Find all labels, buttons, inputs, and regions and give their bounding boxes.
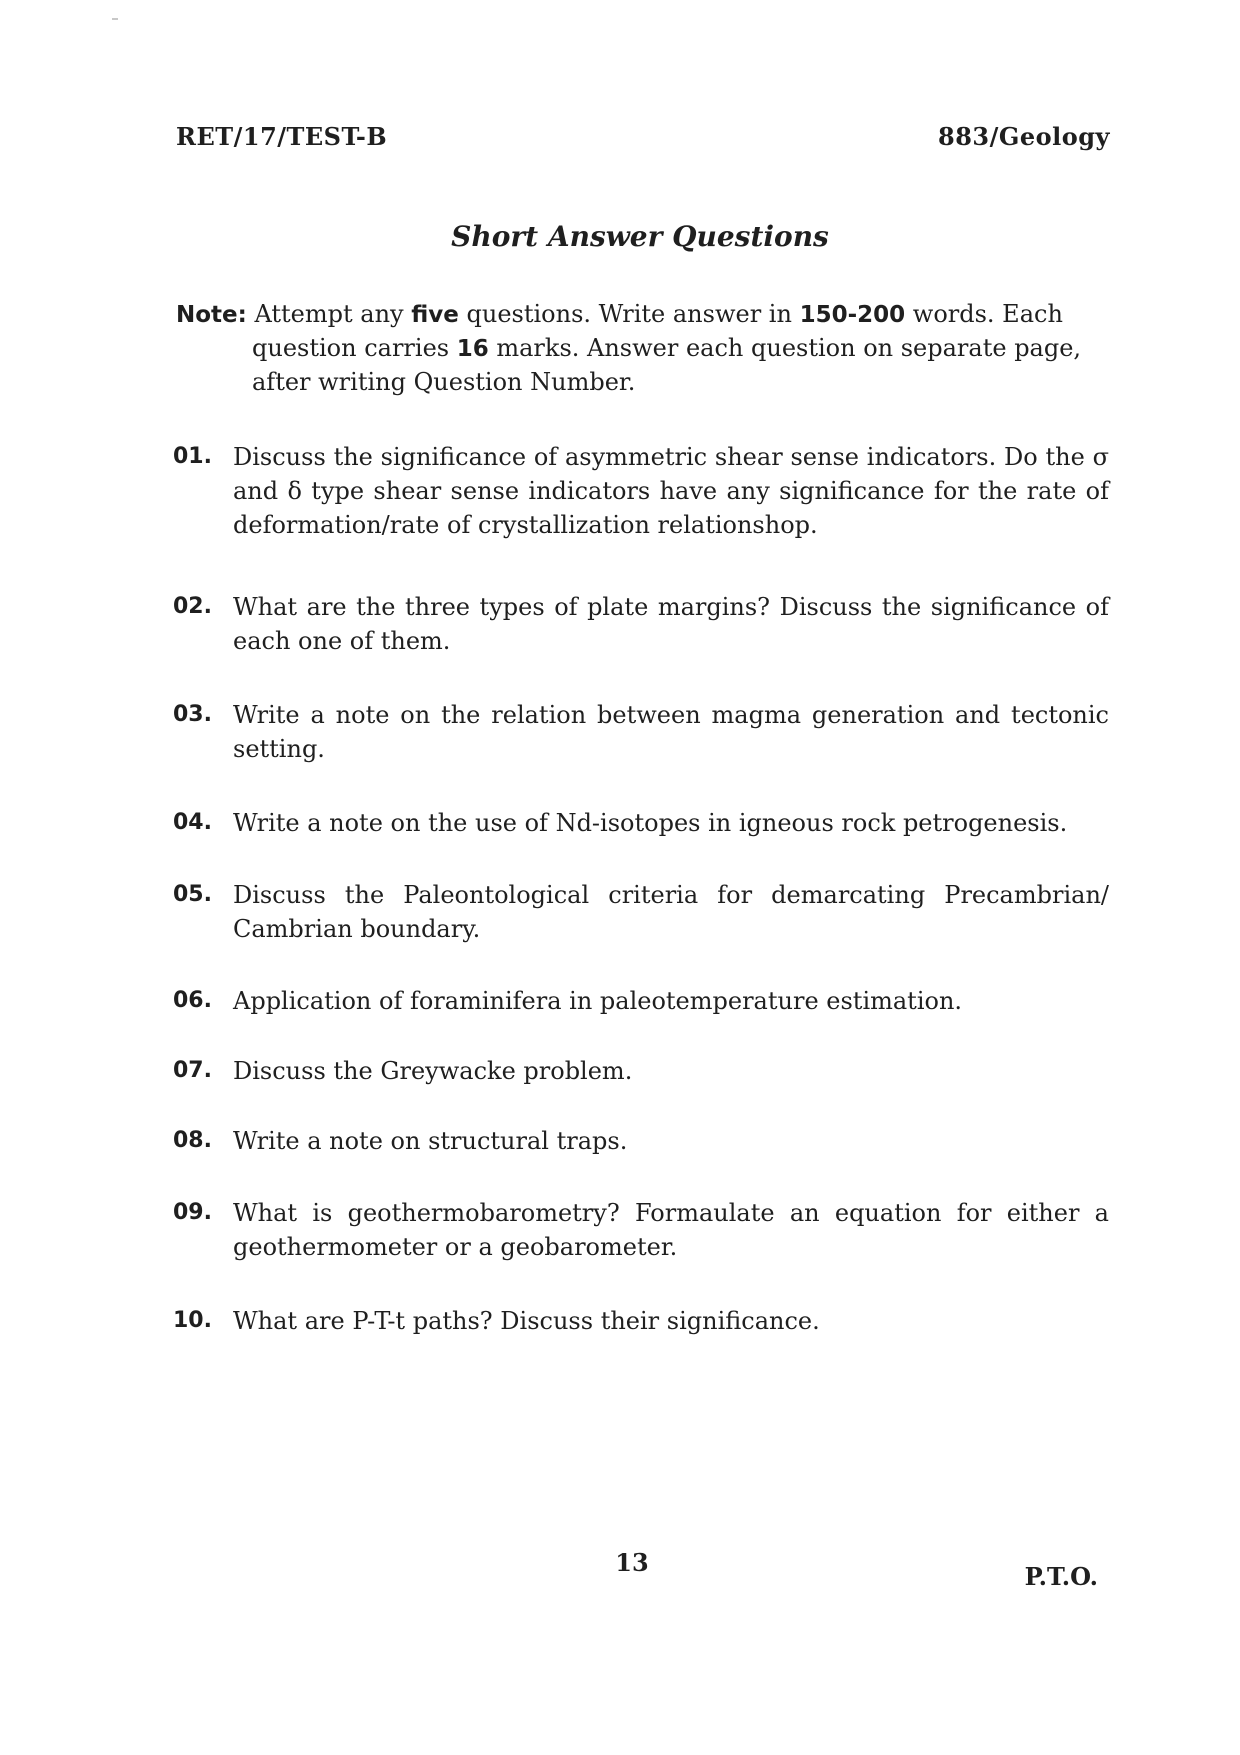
note-text-3: words. Each <box>905 300 1063 328</box>
note-text-1: Attempt any <box>246 300 412 328</box>
question-text: Discuss the significance of asymmetric shear sense indicators. Do the σ and δ type shear sense indicators have any significance for the rate of deformation/rate of crystallization relationshop. <box>233 443 1109 539</box>
section-title: Short Answer Questions <box>451 220 829 253</box>
question-item <box>173 1124 1109 1158</box>
question-text: Application of foraminifera in paleotemperature estimation. <box>233 987 963 1015</box>
question-number: 09. <box>173 1200 212 1225</box>
subject-code: 883/Geology <box>938 122 1110 151</box>
note-line-first <box>176 298 1108 332</box>
note-text-4: question carries <box>252 334 457 362</box>
question-text: Discuss the Greywacke problem. <box>233 1057 633 1085</box>
scan-speck <box>112 18 118 20</box>
note-line-rest <box>176 332 1108 399</box>
exam-code: RET/17/TEST-B <box>176 122 388 151</box>
note-label: Note: <box>176 302 247 328</box>
question-text: Discuss the Paleontological criteria for demarcating Precambrian/ Cambrian boundary. <box>233 881 1109 943</box>
question-number: 01. <box>173 444 212 469</box>
question-item <box>173 590 1109 658</box>
question-number: 02. <box>173 594 212 619</box>
question-number: 03. <box>173 702 212 727</box>
please-turn-over: P.T.O. <box>1024 1562 1098 1591</box>
page-header <box>176 122 1110 151</box>
question-text: What is geothermobarometry? Formaulate an equation for either a geothermometer or a geobarometer. <box>233 1199 1109 1261</box>
question-item <box>173 806 1109 840</box>
question-item <box>173 1054 1109 1088</box>
page-number: 13 <box>615 1548 649 1577</box>
instructions-note <box>176 298 1108 399</box>
note-text-5: marks. Answer each question on separate page, after writing Question Number. <box>252 334 1082 396</box>
question-number: 10. <box>173 1308 212 1333</box>
note-text-2: questions. Write answer in <box>458 300 800 328</box>
note-bold-five: five <box>411 302 459 328</box>
question-item <box>173 698 1109 766</box>
question-text: What are P-T-t paths? Discuss their significance. <box>233 1307 820 1335</box>
note-bold-word-range: 150-200 <box>799 302 906 328</box>
question-number: 08. <box>173 1128 212 1153</box>
question-item <box>173 984 1109 1018</box>
question-item <box>173 1196 1109 1264</box>
question-item <box>173 440 1109 542</box>
question-number: 04. <box>173 810 212 835</box>
question-text: What are the three types of plate margins? Discuss the significance of each one of them. <box>233 593 1109 655</box>
question-number: 07. <box>173 1058 212 1083</box>
question-item <box>173 1304 1109 1338</box>
note-bold-marks: 16 <box>456 336 489 362</box>
question-number: 05. <box>173 882 212 907</box>
question-text: Write a note on the relation between magma generation and tectonic setting. <box>233 701 1109 763</box>
question-text: Write a note on structural traps. <box>233 1127 628 1155</box>
question-text: Write a note on the use of Nd-isotopes in igneous rock petrogenesis. <box>233 809 1068 837</box>
question-item <box>173 878 1109 946</box>
question-list <box>173 440 1109 1338</box>
question-number: 06. <box>173 988 212 1013</box>
